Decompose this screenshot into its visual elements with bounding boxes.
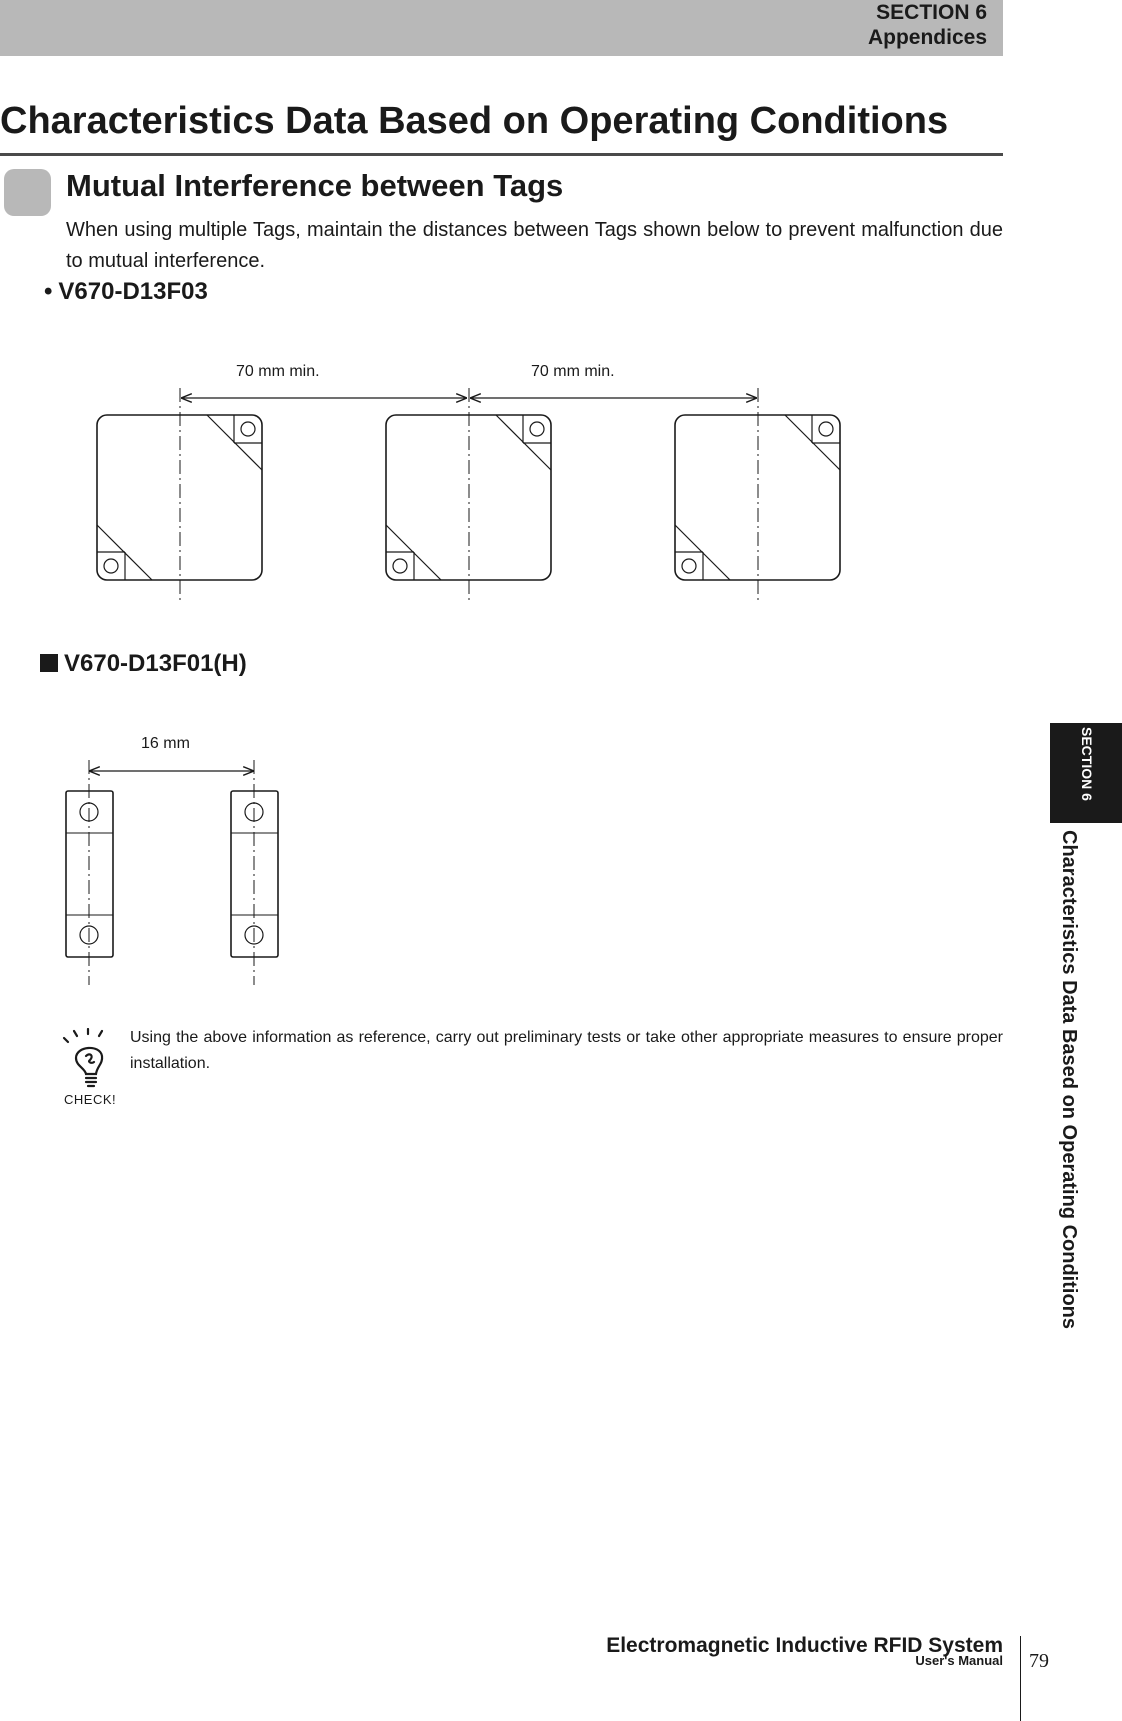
dimension-label-1: 70 mm min. <box>236 363 320 380</box>
header-band <box>0 0 1003 56</box>
model1-heading <box>44 277 208 307</box>
header-subtitle: Appendices <box>867 26 987 49</box>
title-rule <box>0 153 1003 156</box>
side-section-label: SECTION 6 <box>1079 727 1095 801</box>
note-text: Using the above information as reference, carry out preliminary tests or take other appropriate measures to ensure proper installation. <box>130 1029 1003 1072</box>
page-title: Characteristics Data Based on Operating Conditions <box>0 100 949 142</box>
model2-label: V670-D13F01(H) <box>64 650 247 677</box>
tag-d13f01-1 <box>66 791 113 957</box>
page-number: 79 <box>1029 1650 1049 1672</box>
side-section-title: Characteristics Data Based on Operating Conditions <box>1058 830 1080 1329</box>
tag-d13f03-3 <box>675 415 840 580</box>
d13f03-diagram <box>97 388 840 602</box>
footer-title: Electromagnetic Inductive RFID System <box>606 1634 1003 1657</box>
tag-d13f01-2 <box>231 791 278 957</box>
section-body: When using multiple Tags, maintain the distances between Tags shown below to prevent malfunction due to mutual interference. <box>66 219 1003 272</box>
footer-divider <box>1020 1636 1021 1721</box>
tag-d13f03-2 <box>386 415 551 580</box>
dimension-label-3: 16 mm <box>141 735 190 752</box>
header-section-label <box>868 0 987 50</box>
section-heading: Mutual Interference between Tags <box>66 168 564 203</box>
section-marker <box>4 169 51 216</box>
d13f01-diagram <box>66 760 278 985</box>
model1-label: V670-D13F03 <box>58 278 208 305</box>
tag-d13f03-1 <box>97 415 262 580</box>
model2-heading <box>40 649 247 679</box>
check-label: CHECK! <box>64 1092 117 1107</box>
square-bullet <box>40 654 58 672</box>
bullet: • <box>44 278 53 305</box>
header-section: SECTION 6 <box>876 1 987 24</box>
footer-subtitle: User's Manual <box>915 1653 1003 1668</box>
dimension-label-2: 70 mm min. <box>531 363 615 380</box>
